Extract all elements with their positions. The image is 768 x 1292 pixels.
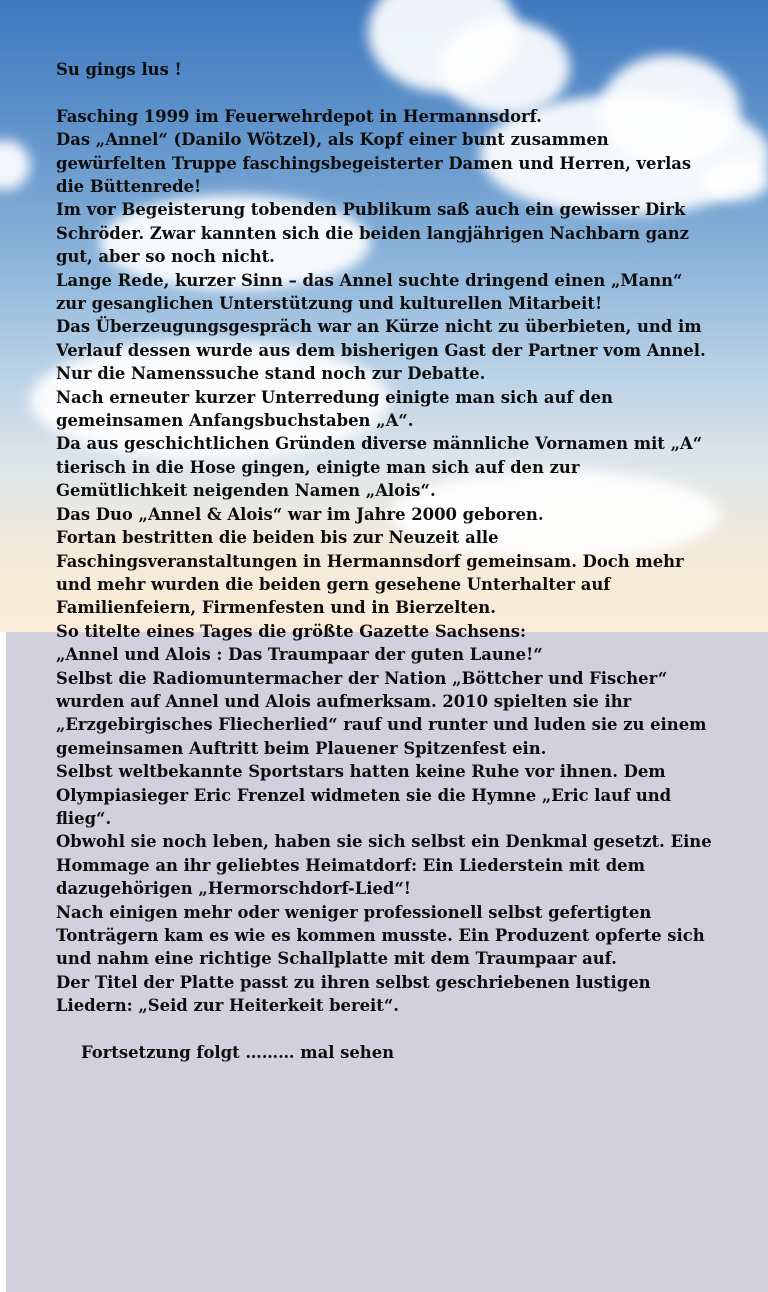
text-line: „Annel und Alois : Das Traumpaar der guten Laune!“: [56, 645, 543, 665]
text-line: Selbst weltbekannte Sportstars hatten keine Ruhe vor ihnen. Dem: [56, 762, 666, 782]
text-line: Das Überzeugungsgespräch war an Kürze nicht zu überbieten, und im: [56, 317, 702, 337]
footer-note: Fortsetzung folgt ……… mal sehen: [81, 1043, 395, 1063]
text-line: Das Duo „Annel & Alois“ war im Jahre 2000 geboren.: [56, 504, 544, 524]
text-line: Schröder. Zwar kannten sich die beiden langjährigen Nachbarn ganz: [56, 223, 689, 243]
text-line: Nur die Namenssuche stand noch zur Debatte.: [56, 364, 486, 384]
text-line: Selbst die Radiomuntermacher der Nation „Böttcher und Fischer“: [56, 668, 668, 688]
text-line: Obwohl sie noch leben, haben sie sich selbst ein Denkmal gesetzt. Eine: [56, 832, 712, 852]
text-line: dazugehörigen „Hermorschdorf-Lied“!: [56, 879, 411, 899]
text-line: gemeinsamen Anfangsbuchstaben „A“.: [56, 411, 414, 431]
text-line: flieg“.: [56, 808, 112, 828]
text-line: die Büttenrede!: [56, 177, 202, 197]
text-line: Das „Annel“ (Danilo Wötzel), als Kopf einer bunt zusammen: [56, 130, 609, 150]
text-line: Liedern: „Seid zur Heiterkeit bereit“.: [56, 996, 399, 1016]
text-line: Da aus geschichtlichen Gründen diverse männliche Vornamen mit „A“: [56, 434, 703, 454]
text-line: Im vor Begeisterung tobenden Publikum saß auch ein gewisser Dirk: [56, 200, 686, 220]
text-line: Hommage an ihr geliebtes Heimatdorf: Ein Liederstein mit dem: [56, 855, 645, 875]
text-line: Der Titel der Platte passt zu ihren selbst geschriebenen lustigen: [56, 972, 651, 992]
text-line: zur gesanglichen Unterstützung und kulturellen Mitarbeit!: [56, 294, 603, 314]
text-line: und nahm eine richtige Schallplatte mit dem Traumpaar auf.: [56, 949, 617, 969]
text-line: Fortan bestritten die beiden bis zur Neuzeit alle: [56, 528, 499, 548]
text-line: „Erzgebirgisches Fliecherlied“ rauf und runter und luden sie zu einem: [56, 715, 707, 735]
story-text: [56, 58, 756, 1064]
document-title: Su gings lus !: [56, 60, 182, 79]
text-line: Verlauf dessen wurde aus dem bisherigen Gast der Partner vom Annel.: [56, 340, 706, 360]
text-line: Lange Rede, kurzer Sinn – das Annel suchte dringend einen „Mann“: [56, 270, 683, 290]
story-lines: [56, 105, 756, 1018]
text-line: wurden auf Annel und Alois aufmerksam. 2010 spielten sie ihr: [56, 691, 632, 711]
text-line: So titelte eines Tages die größte Gazette Sachsens:: [56, 621, 527, 641]
blank-line: [56, 81, 756, 104]
text-line: gewürfelten Truppe faschingsbegeisterter Damen und Herren, verlas: [56, 153, 692, 173]
text-line: Fasching 1999 im Feuerwehrdepot in Hermannsdorf.: [56, 106, 542, 126]
text-line: Tonträgern kam es wie es kommen musste. Ein Produzent opferte sich: [56, 926, 705, 946]
text-line: Nach erneuter kurzer Unterredung einigte man sich auf den: [56, 387, 613, 407]
text-line: Nach einigen mehr oder weniger professionell selbst gefertigten: [56, 902, 652, 922]
cloud-shape: [0, 140, 30, 190]
text-line: Olympiasieger Eric Frenzel widmeten sie die Hymne „Eric lauf und: [56, 785, 672, 805]
text-line: gut, aber so noch nicht.: [56, 247, 275, 267]
text-line: und mehr wurden die beiden gern gesehene Unterhalter auf: [56, 574, 611, 594]
text-line: gemeinsamen Auftritt beim Plauener Spitzenfest ein.: [56, 738, 547, 758]
blank-line: [56, 1018, 756, 1041]
text-line: Faschingsveranstaltungen in Hermannsdorf gemeinsam. Doch mehr: [56, 551, 684, 571]
text-line: Familienfeiern, Firmenfesten und in Bierzelten.: [56, 598, 496, 618]
text-line: Gemütlichkeit neigenden Namen „Alois“.: [56, 481, 436, 501]
text-line: tierisch in die Hose gingen, einigte man sich auf den zur: [56, 457, 580, 477]
